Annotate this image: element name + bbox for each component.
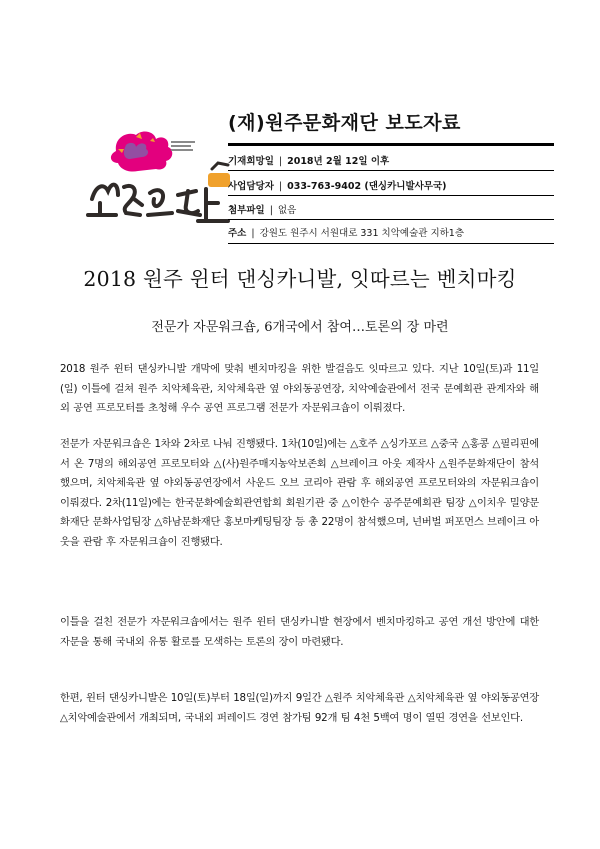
- headline: 2018 원주 윈터 댄싱카니발, 잇따르는 벤치마킹: [83, 267, 517, 291]
- meta-separator: |: [269, 205, 273, 216]
- meta-separator: |: [278, 156, 283, 167]
- meta-label: 주소: [228, 228, 247, 239]
- title-divider: [228, 143, 554, 146]
- meta-value: 033-763-9402 (댄싱카니발사무국): [287, 181, 447, 192]
- body-paragraph: 이틀을 걸친 전문가 자문워크숍에서는 원주 윈터 댄싱카니발 현장에서 벤치마킹하고 공연 개선 방안에 대한 자문을 통해 국내외 유통 활로를 모색하는 토론의 장이 마련됐다.: [60, 616, 539, 648]
- meta-row-address: [228, 225, 464, 239]
- press-release-header: [60, 96, 550, 244]
- row-divider: [228, 243, 554, 244]
- body-paragraph: 한편, 윈터 댄싱카니발은 10일(토)부터 18일(일)까지 9일간 △원주 치악체육관 △치악체육관 옆 야외동공연장 △치악예술관에서 개최되며, 국내외 퍼레이드 경연 참가팀 92개 팀 4천 5백여 명이 열띤 경연을 선보인다.: [60, 692, 539, 724]
- meta-label: 기재희망일: [228, 156, 274, 167]
- wonju-cultural-foundation-logo: [78, 129, 238, 229]
- meta-row-publish-date: [228, 153, 389, 167]
- meta-label: 첨부파일: [228, 205, 265, 216]
- body-paragraph: 전문가 자문워크숍은 1차와 2차로 나눠 진행됐다. 1차(10일)에는 △호주 △싱가포르 △중국 △홍콩 △필리핀에서 온 7명의 해외공연 프로모터와 △(사)원주매지농악보존회 △브레이크 아웃 제작사 △원주문화재단이 참석했으며, 치악체육관 옆 야외동공연장에서 사운드 오브 코리아 관람 후 해외공연 프로모터와의 자문워크숍이 이뤄졌다. 2차(11일)에는 한국문화예술회관연합회 회원기관 중 △이한수 공주문예회관 팀장 △이치우 밀양문화재단 문화사업팀장 △하남문화재단 홍보마케팅팀장 등 총 22명이 참석했으며, 넌버벌 퍼포먼스 브레이크 아웃을 관람 후 자문워크숍이 진행됐다.: [60, 438, 540, 548]
- subheadline: 전문가 자문워크숍, 6개국에서 참여…토론의 장 마련: [151, 320, 449, 335]
- meta-separator: |: [251, 228, 255, 239]
- organization-title: (재)원주문화재단 보도자료: [228, 112, 461, 134]
- meta-value: 2018년 2월 12일 이후: [287, 156, 390, 167]
- row-divider: [228, 219, 554, 220]
- meta-row-attachment: [228, 202, 296, 216]
- row-divider: [228, 170, 554, 171]
- body-paragraph: 2018 원주 윈터 댄싱카니발 개막에 맞춰 벤치마킹을 위한 발걸음도 잇따르고 있다. 지난 10일(토)과 11일(일) 이틀에 걸쳐 원주 치악체육관, 치악체육관 옆 야외동공연장, 치악예술관에서 전국 문예회관 관계자와 해외 공연 프로모터를 초청해 우수 공연 프로그램 전문가 자문워크숍이 이뤄졌다.: [60, 363, 539, 415]
- meta-value: 강원도 원주시 서원대로 331 치악예술관 지하1층: [259, 228, 465, 239]
- meta-row-contact: [228, 178, 447, 192]
- meta-label: 사업담당자: [228, 181, 274, 192]
- meta-value: 없음: [277, 205, 297, 216]
- meta-separator: |: [278, 181, 283, 192]
- row-divider: [228, 195, 554, 196]
